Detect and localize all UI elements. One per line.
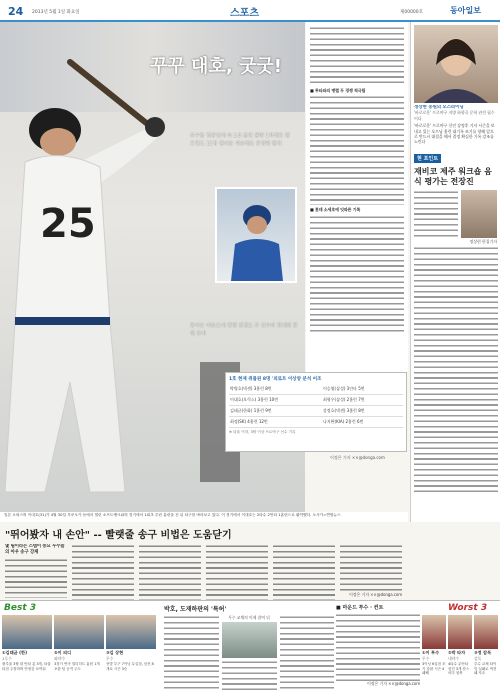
bottom-headline: "뛰어봤자 내 손안" -- 빨랫줄 송구 비법은 도움닫기 (5, 530, 232, 541)
mid-heading: 박호, 도재하판의 '특허' (164, 606, 227, 613)
column-kicker: 정상현 농원의 모스라이딩 (414, 105, 464, 110)
player-name: ①이 투수 (422, 650, 440, 655)
rankings-strip (0, 600, 500, 691)
mid-box (336, 604, 420, 690)
player-card (474, 615, 498, 691)
column-headline: 재비코 제주 워크숍 음식 평가는 전장진 (414, 167, 492, 187)
subhead-1: ■ 투타와의 병렬 두 경쟁 적극립 (310, 88, 366, 93)
table-cell: 이대호(오릭스) 3홈런 10번 (229, 395, 322, 406)
mid-box-heading: 투수 교체의 이제 참여 뒤 (228, 615, 270, 620)
player-card (106, 615, 156, 691)
player-desc: 선발 투구 7이닝 무실점, 삼진 8개로 시즌 3승 (106, 662, 154, 671)
mid-bottom (164, 604, 334, 690)
player-photo (54, 615, 104, 649)
table-cell: 박병호(넥센) 3홈런 8번 (229, 384, 322, 395)
best3-title: Best 3 (4, 603, 37, 613)
paper-logo: 동아일보 (450, 6, 481, 15)
table-cell: 최정(SK) 4홈런 12번 (229, 417, 322, 428)
player-position: 외야수 (54, 656, 66, 661)
player-desc: 출루율 3할 대 안타 총 3개, 타율 타점 주장하며 안정감 보여줘 (2, 662, 51, 671)
bottom-subhead: 몇 팀이라는 스텝이 중요 두수들의 아우 송구 강제 (5, 544, 65, 555)
box-label: 현 포인트 (414, 154, 441, 163)
player-desc: 투수 교체 타이밍 실패로 역전패 자초 (474, 662, 497, 676)
table-cell: 최형우(삼성) 2홈런 7번 (322, 395, 403, 406)
player-desc: 3경기 연속 멀티히트 홈런 1개 포함 팀 공격 주도 (54, 662, 100, 671)
player-name: ③김 상현 (106, 650, 124, 655)
player-card (422, 615, 446, 691)
player-desc: 4타수 무안타 삼진 3개 찬스마다 침묵 (448, 662, 470, 676)
mid-box-title: ■ 마운드 투수 · 컨트 (336, 605, 384, 611)
table-cell: 이승엽(삼성) 3안타 5번 (322, 384, 403, 395)
umpire-photo (222, 622, 277, 658)
column-lead: '바로로운' 프로야구 신인 강정후 기자 시즌을 보내고 있는 오프닝 홈런 대기록 쓰기를 향해 앞으로 반드시 대결을 해서 결정 확실한 기록 강조를 노린다 (414, 123, 495, 145)
right-column (410, 22, 500, 522)
player-position: 내야수 (448, 656, 460, 661)
worst3-title: Worst 3 (448, 603, 488, 613)
page-header (0, 0, 500, 22)
player-photo (474, 615, 498, 649)
player-card (54, 615, 104, 691)
table-cell: 나지완(KIA) 2홈런 6번 (322, 417, 403, 428)
svg-text:25: 25 (40, 201, 96, 247)
photo-caption-top: 투수들 집중견제 속 2.8 홈런 불방 1차례로 팬트런드 12경 컴피운 계승해도 존경한 팔뛰 (190, 133, 290, 147)
mid-credit: 이정은 기자 ××@donga.com (367, 681, 420, 686)
main-article (306, 22, 408, 372)
table-row (229, 395, 403, 406)
author-photo (461, 190, 497, 238)
table-cell: 김태균(한화) 1홈런 9번 (229, 406, 322, 417)
credit: 이정은 기자 ××@donga.com (330, 455, 385, 460)
table-cell: 강정호(넥센) 3홈런 8번 (322, 406, 403, 417)
table-row (229, 406, 403, 417)
player-position: 투수 (106, 656, 114, 661)
player-photo (106, 615, 156, 649)
photo-caption-bottom: 동아은 마운드에 컨벤 전권도 두 선수의 탄배한 문행 유버 (190, 323, 298, 337)
player-card (2, 615, 52, 691)
inset-photo (215, 187, 297, 283)
stats-table (225, 372, 407, 452)
player-name: ②이 피디 (54, 650, 72, 655)
player-card (448, 615, 472, 691)
section-title: 스포츠 (230, 8, 259, 19)
player-name: ②박 타자 (448, 650, 466, 655)
player-desc: 3이닝 6실점 조기 강판 시즌 4패째 (422, 662, 446, 676)
table-row (229, 384, 403, 395)
edition: 제00000호 (400, 10, 424, 15)
bottom-article (0, 524, 408, 600)
player-name: ①김태균 (한) (2, 650, 28, 655)
page-number: 24 (8, 5, 24, 18)
best3-list (0, 615, 160, 691)
player-position: 투수 (422, 656, 430, 661)
player-position: 1루수 (2, 656, 12, 661)
table-note: ※ 타율 이하, 3할 이상 프로야구 선수 기록 (229, 430, 296, 434)
column-kicker-sub: '바로로운' 프로야구 지방 하향곡 문학 관전 필수 이다 (414, 110, 495, 121)
date: 2013년 5월 1일 화요일 (32, 10, 80, 15)
photo-caption: 일본 오릭스의 이대호(31)가 4월 30일 후쿠오카 돔에서 열린 소프트뱅크와의 경기에서 1회초 투런 홈런을 친 뒤 타구를 바라보고 있다. 이 경기에서 이대호는 2타수 2안타 1홈런으로 활약했다. 오사카=연합뉴스 (0, 512, 408, 522)
player-position: 감독 (474, 656, 482, 661)
subhead-2: ■ 롯데 소세호에 잇따른 기록 (310, 207, 361, 213)
worst3-list (422, 615, 500, 691)
player-photo (2, 615, 52, 649)
byline: 정상현 편집기자 (469, 239, 497, 245)
headline: 꾸꾸 대호, 굿굿! (150, 56, 282, 77)
player-photo (448, 615, 472, 649)
table-title: 1호 현재 쥐롭된 8명 '피로트 이상양 분석 어조 (229, 377, 322, 382)
player-photo (422, 615, 446, 649)
table-row (229, 417, 403, 428)
table (229, 384, 403, 428)
columnist-photo (414, 25, 498, 103)
bottom-credit: 이정은 기자 ××@donga.com (349, 592, 402, 597)
player-name: ③정 감독 (474, 650, 492, 655)
